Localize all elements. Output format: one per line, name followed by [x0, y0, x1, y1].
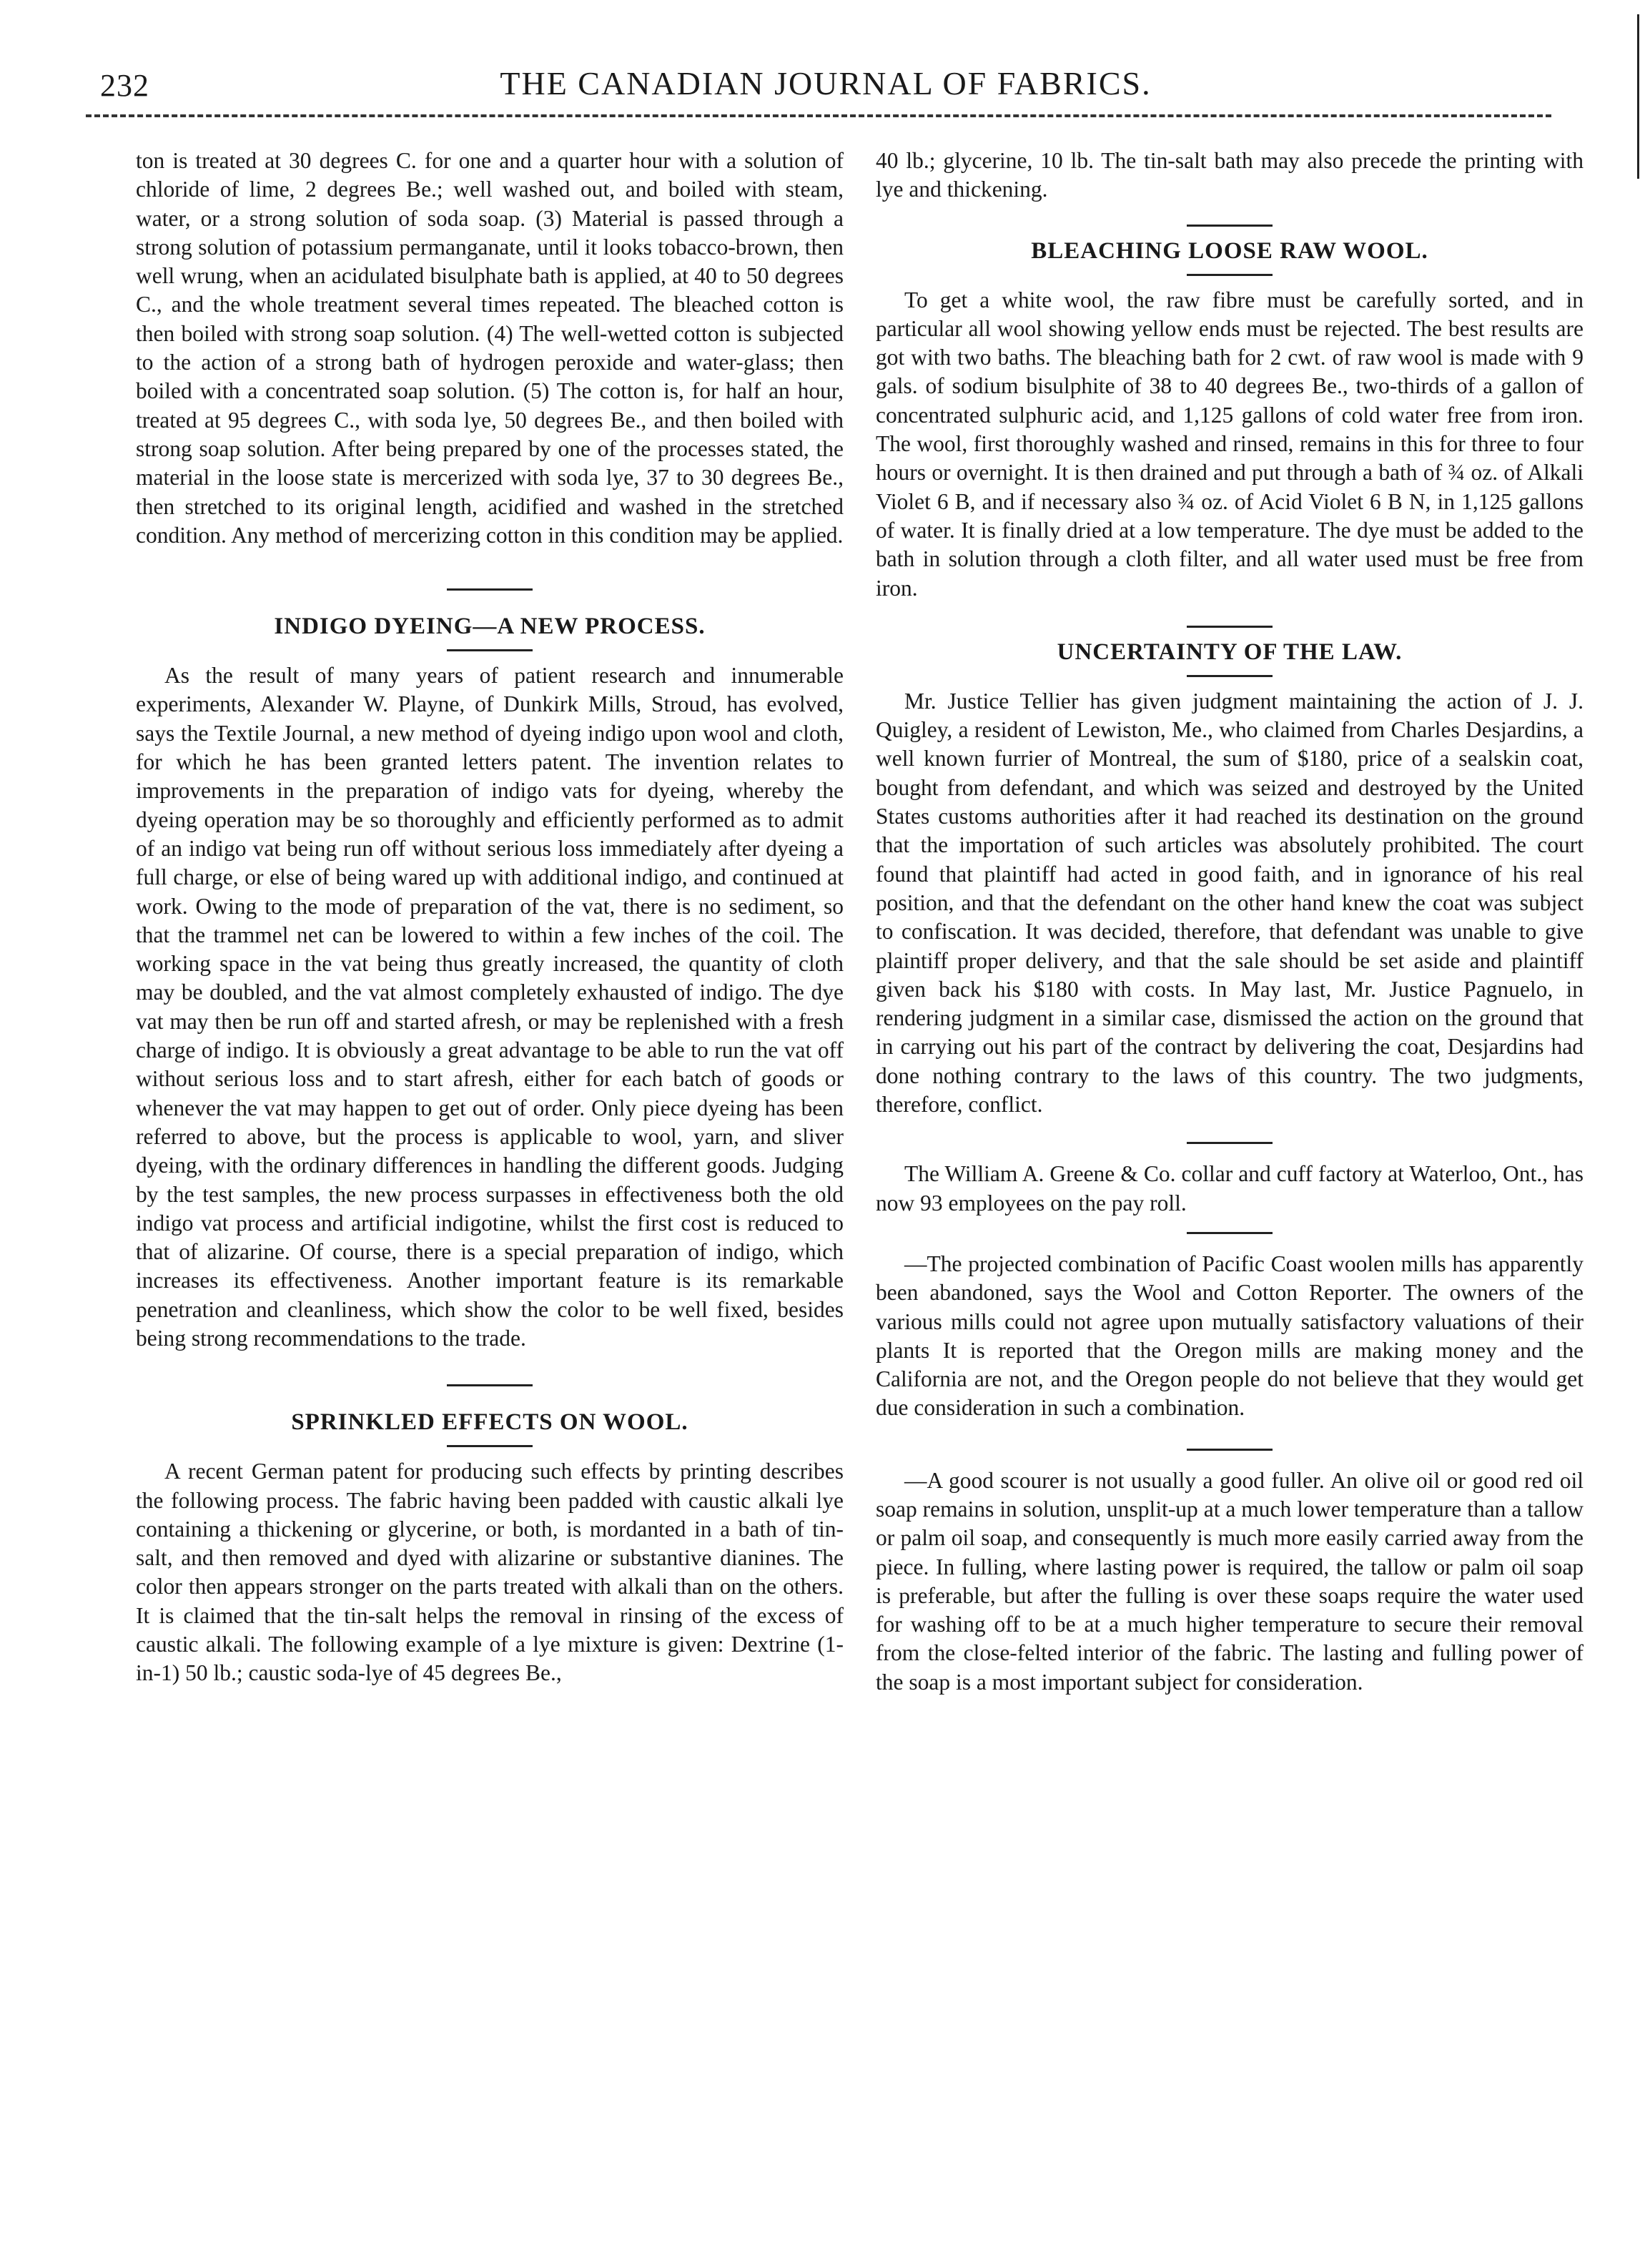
- heading-sprinkled-effects: SPRINKLED EFFECTS ON WOOL.: [291, 1409, 688, 1436]
- section-divider: [1187, 1232, 1273, 1234]
- continued-paragraph: ton is treated at 30 degrees C. for one and a quarter hour with a solution of chloride of lime, 2 degrees Be.; well washed out, and boiled with steam, water, or a strong solution of soda soap. (3) Material is passed through a strong solution of potassium permanganate, until it looks tobacco-brown, then well wrung, when an acidulated bisulphate bath is applied, at 40 to 50 degrees C., and the whole treatment several times repeated. The bleached cotton is then boiled with strong soap solution. (4) The well-wetted cotton is subjected to the action of a strong bath of hydrogen peroxide and water-glass; then boiled with a concentrated soap solution. (5) The cotton is, for half an hour, treated at 95 degrees C., with soda lye, 50 degrees Be., and then boiled with strong soap solution. After being prepared by one of the processes stated, the material in the loose state is mercerized with soda lye, 37 to 30 degrees Be., then stretched to its original length, acidified and washed in the stretched condition. Any method of mercerizing cotton in this condition may be applied.: [136, 148, 844, 548]
- section-divider: [1187, 1142, 1273, 1144]
- section-divider: [447, 1445, 533, 1447]
- section-divider: [1187, 675, 1273, 677]
- heading-indigo-dyeing: INDIGO DYEING—A NEW PROCESS.: [274, 613, 706, 640]
- heading-bleaching-wool: BLEACHING LOOSE RAW WOOL.: [1031, 237, 1428, 264]
- section-divider: [1187, 225, 1273, 227]
- header-rule: [86, 114, 1551, 117]
- note-pacific-mills: —The projected combination of Pacific Coast woolen mills has apparently been abandoned, says the Wool and Cotton Reporter. The owners of the various mills could not agree upon mutually satisfactory valuations of their plants It is reported that the Oregon mills are making money and the California are not, and the Oregon people do not believe that they would get due consideration in such a combination.: [876, 1251, 1584, 1421]
- page-header: [100, 63, 1551, 113]
- article-bleaching-wool: To get a white wool, the raw fibre must be carefully sorted, and in particular all wool showing yellow ends must be rejected. The best results are got with two baths. The bleaching bath for 2 cwt. of raw wool is made with 9 gals. of sodium bisulphite of 38 to 40 degrees Be., two-thirds of a gallon of concentrated sulphuric acid, and 1,125 gallons of cold water free from iron. The wool, first thoroughly washed and rinsed, remains in this for three to four hours or overnight. It is then drained and put through a bath of ¾ oz. of Alkali Violet 6 B, and if necessary also ¾ oz. of Acid Violet 6 B N, in 1,125 gallons of water. It is finally dried at a low temperature. The dye must be added to the bath in solution through a cloth filter, and all water used must be free from iron.: [876, 287, 1584, 601]
- note-greene-factory: The William A. Greene & Co. collar and cuff factory at Waterloo, Ont., has now 93 employees on the pay roll.: [876, 1161, 1584, 1216]
- article-indigo-dyeing: As the result of many years of patient research and innumerable experiments, Alexander W. Playne, of Dunkirk Mills, Stroud, has evolved, says the Textile Journal, a new method of dyeing indigo upon wool and cloth, for which he has been granted letters patent. The invention relates to improvements in the preparation of indigo vats for dyeing, whereby the dyeing operation may be so thoroughly and efficiently performed as to admit of an indigo vat being run off without serious loss immediately after dyeing a full charge, or else of being wared up with additional indigo, and continued at work. Owing to the mode of preparation of the vat, there is no sediment, so that the trammel net can be lowered to within a few inches of the coil. The working space in the vat being thus greatly increased, the quantity of cloth may be doubled, and the vat almost completely exhausted of indigo. The dye vat may then be run off and started afresh, or may be replenished with a fresh charge of indigo. It is obviously a great advantage to be able to run the vat off without serious loss and to start afresh, either for each batch of goods or whenever the vat may happen to get out of order. Only piece dyeing has been referred to above, but the process is applicable to wool, yarn, and sliver dyeing, with the ordinary differences in handling the different goods. Judging by the test samples, the new process surpasses in effectiveness both the old indigo vat process and artificial indigotine, whilst the first cost is reduced to that of alizarine. Of course, there is a special preparation of indigo, which increases its effectiveness. Another important feature is its remarkable penetration and cleanliness, which show the color to be well fixed, besides being strong recommendations to the trade.: [136, 663, 844, 1351]
- section-divider: [1187, 626, 1273, 628]
- left-column: [136, 147, 844, 1688]
- page-number: 232: [100, 68, 149, 103]
- running-title: THE CANADIAN JOURNAL OF FABRICS.: [500, 65, 1152, 102]
- section-divider: [1187, 274, 1273, 276]
- heading-uncertainty-law: UNCERTAINTY OF THE LAW.: [1057, 639, 1403, 665]
- note-scourer-fuller: —A good scourer is not usually a good fuller. An olive oil or good red oil soap remains in solution, unsplit-up at a much lower temperature than a tallow or palm oil soap, and consequently is much more easily carried away from the piece. In fulling, where lasting power is required, the tallow or palm oil soap is preferable, but after the fulling is over these soaps require the water used for washing off to be at a much higher temperature to secure their removal from the close-felted interior of the fabric. The lasting and fulling power of the soap is a most important subject for consideration.: [876, 1467, 1584, 1695]
- right-column: [876, 147, 1584, 1697]
- article-sprinkled-effects: A recent German patent for producing such effects by printing describes the following process. The fabric having been padded with caustic alkali lye containing a thickening or glycerine, or both, is mordanted in a bath of tin-salt, and then removed and dyed with alizarine or substantive dianines. The color then appears stronger on the parts treated with alkali than on the others. It is claimed that the tin-salt helps the removal in rinsing of the excess of caustic alkali. The following example of a lye mixture is given: Dextrine (1-in-1) 50 lb.; caustic soda-lye of 45 degrees Be.,: [136, 1459, 844, 1686]
- section-divider: [1187, 1449, 1273, 1451]
- section-divider: [447, 649, 533, 651]
- page-edge-rule: [1637, 14, 1639, 179]
- article-uncertainty-law: Mr. Justice Tellier has given judgment maintaining the action of J. J. Quigley, a resident of Lewiston, Me., who claimed from Charles Desjardins, a well known furrier of Montreal, the sum of $180, price of a sealskin coat, bought from defendant, and which was seized and destroyed by the United States customs authorities after it had reached its destination on the ground that the importation of such articles was absolutely prohibited. The court found that plaintiff had acted in good faith, and in ignorance of his real position, and that the defendant on the other hand knew the coat was subject to confiscation. It was decided, therefore, that defendant was unable to give plaintiff proper delivery, and that the sale should be set aside and plaintiff given back his $180 with costs. In May last, Mr. Justice Pagnuelo, in rendering judgment in a similar case, dismissed the action on the ground that in carrying out his part of the contract by delivering the coat, Desjardins had done nothing contrary to the laws of this country. The two judgments, therefore, conflict.: [876, 688, 1584, 1118]
- section-divider: [447, 588, 533, 591]
- section-divider: [447, 1384, 533, 1386]
- continued-paragraph: 40 lb.; glycerine, 10 lb. The tin-salt bath may also precede the printing with lye and thickening.: [876, 148, 1584, 202]
